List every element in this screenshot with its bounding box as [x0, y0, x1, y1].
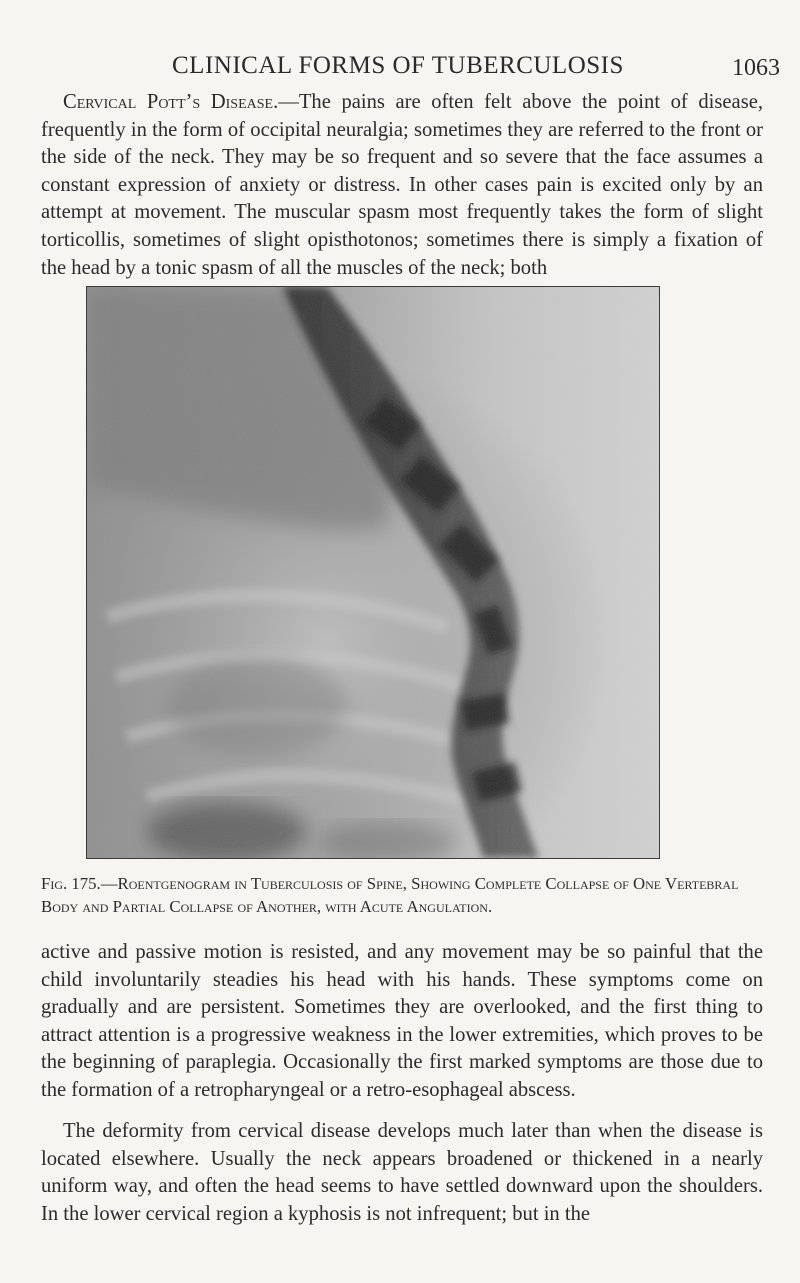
roentgenogram-figure: [86, 286, 660, 859]
figure-caption: Fig. 175.—Roentgenogram in Tuberculosis of Spine, Showing Complete Collapse of One Vertebral Body and Partial Collapse of Another, with Acute Angulation.: [41, 874, 739, 916]
page-number: 1063: [732, 55, 780, 81]
paragraph-2: active and passive motion is resisted, and any movement may be so painful that the child involuntarily steadies his head with his hands. These symptoms come on gradually and are persistent. Sometimes they are overlooked, and the first thing to attract attention is a progressive weakness in the lower extremities, which proves to be the beginning of paraplegia. Occasionally the first marked symptoms are those due to the formation of a retropharyngeal or a retro-esophageal abscess.: [41, 941, 763, 1101]
running-title: CLINICAL FORMS OF TUBERCULOSIS: [172, 52, 624, 79]
running-head: [40, 52, 780, 92]
section-heading: Cervical Pott’s Disease.: [63, 91, 279, 113]
paragraph-3-text: The deformity from cervical disease develops much later than when the disease is located elsewhere. Usually the neck appears broadened or thickened in a nearly uniform way, and often the head seems to have settled downward upon the shoulders. In the lower cervical region a kyphosis is not infrequent; but in the: [41, 1120, 763, 1225]
paragraph-1-text: —The pains are often felt above the point of disease, frequently in the form of occipital neuralgia; sometimes they are referred to the front or the side of the neck. They may be so frequent and so severe that the face assumes a constant expression of anxiety or distress. In other cases pain is excited only by an attempt at movement. The muscular spasm most frequently takes the form of slight torticollis, sometimes of slight opisthotonos; sometimes there is simply a fixation of the head by a tonic spasm of all the muscles of the neck; both: [41, 91, 763, 279]
xray-image: [87, 287, 659, 858]
paragraph-1: [41, 89, 763, 282]
paragraph-3: [41, 1118, 763, 1228]
